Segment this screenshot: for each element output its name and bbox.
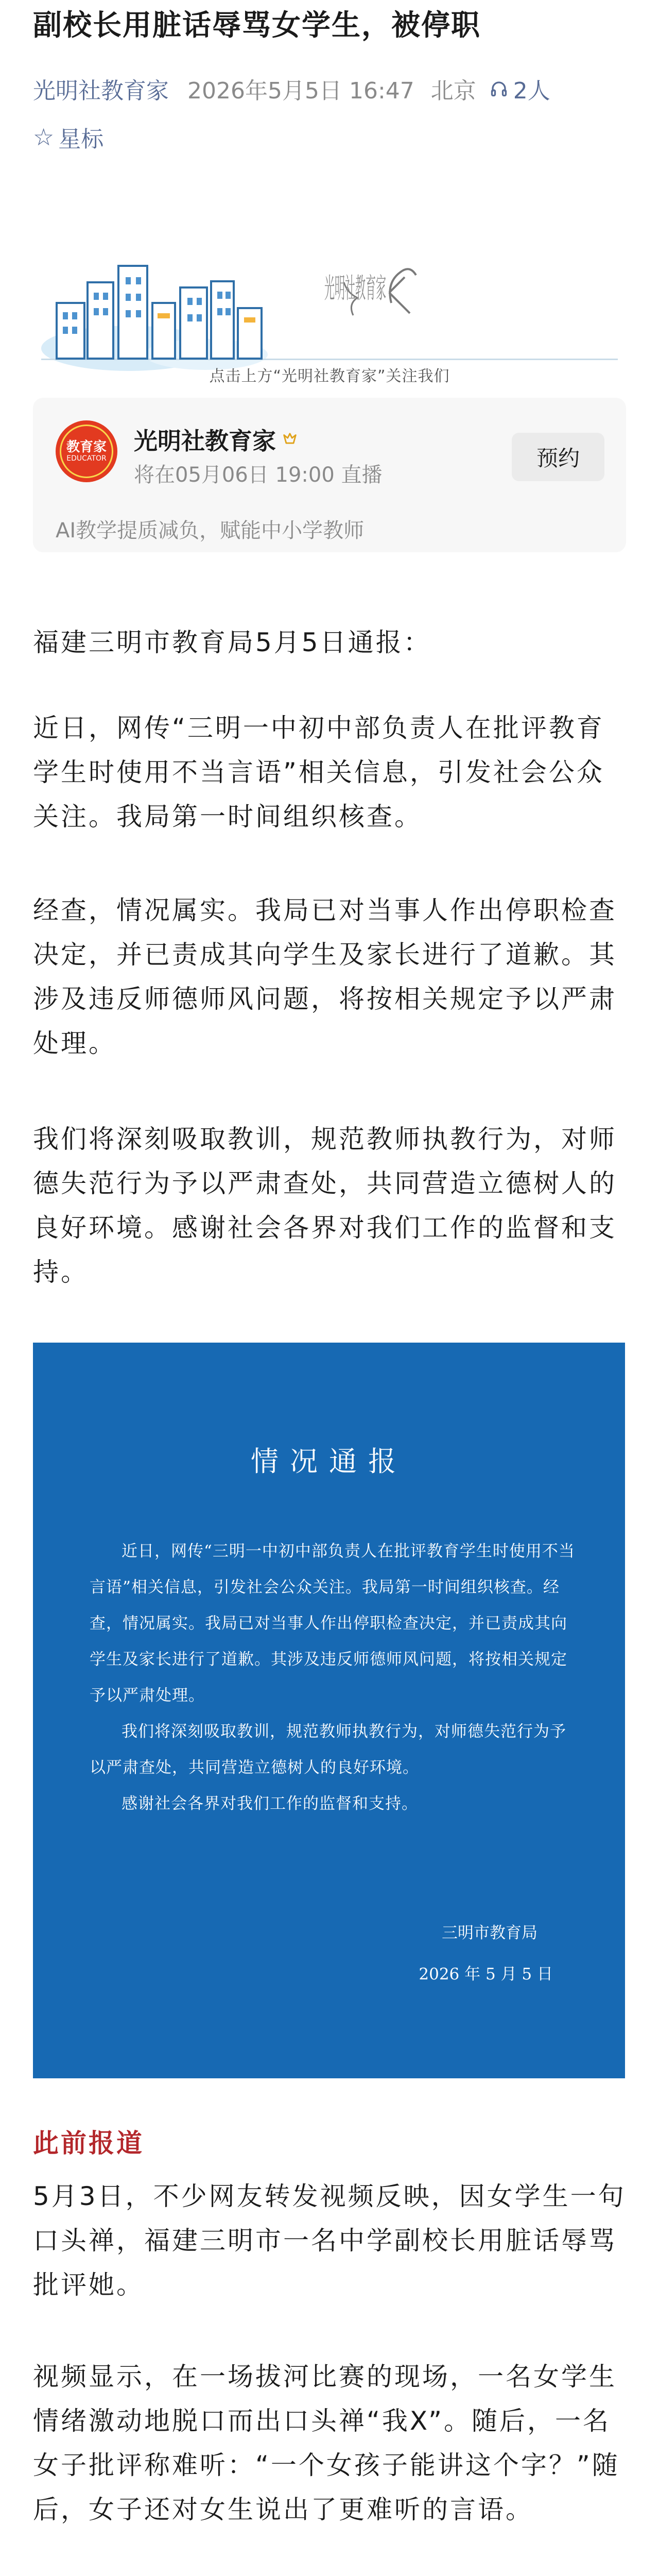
headphones-icon <box>490 79 508 98</box>
star-icon: ☆ <box>33 123 55 151</box>
article-title: 副校长用脏话辱骂女学生，被停职 <box>33 9 481 42</box>
account-link[interactable]: 光明社教育家 <box>33 78 169 104</box>
card-account-name <box>134 422 299 456</box>
account-avatar <box>56 420 117 482</box>
notice-date: 2026 年 5 月 5 日 <box>419 1965 553 1984</box>
paragraph-2: 近日，网传“三明一中初中部负责人在批评教育学生时使用不当言语”相关信息，引发社会公众关注。我局第一时间组织核查。 <box>33 713 604 832</box>
card-name-text: 光明社教育家 <box>134 427 276 455</box>
notice-body <box>90 1533 576 1822</box>
listener-count: 2人 <box>513 78 550 104</box>
avatar-subtext: EDUCATOR <box>66 454 107 463</box>
publish-datetime: 2026年5月5日 16:47 <box>187 78 414 104</box>
notice-signature: 三明市教育局 <box>442 1924 537 1942</box>
live-card[interactable] <box>33 398 626 552</box>
publish-location: 北京 <box>430 78 476 104</box>
notice-paragraph-3: 感谢社会各界对我们工作的监督和支持。 <box>122 1794 418 1813</box>
live-schedule: 将在05月06日 19:00 直播 <box>134 463 383 487</box>
account-description: AI教学提质减负，赋能中小学教师 <box>56 519 365 543</box>
notice-paragraph-1: 近日，网传“三明一中初中部负责人在批评教育学生时使用不当言语”相关信息，引发社会公众关注。我局第一时间组织核查。经查，情况属实。我局已对当事人作出停职检查决定，并已责成其向学生及家长进行了道歉。其涉及违反师德师风问题，将按相关规定予以严肃处理。 <box>90 1542 575 1705</box>
article-meta <box>33 73 550 104</box>
verified-badge-icon <box>281 431 299 448</box>
reserve-button[interactable]: 预约 <box>512 433 604 481</box>
section-heading: 此前报道 <box>33 2128 144 2158</box>
paragraph-6: 视频显示，在一场拔河比赛的现场，一名女学生情绪激动地脱口而出口头禅“我X”。随后，一名女子批评称难听：“一个女孩子能讲这个字？”随后，女子还对女生说出了更难听的言语。 <box>33 2362 620 2524</box>
notice-title: 情况通报 <box>251 1445 407 1478</box>
paragraph-3: 经查，情况属实。我局已对当事人作出停职检查决定，并已责成其向学生及家长进行了道歉。其涉及违反师德师风问题，将按相关规定予以严肃处理。 <box>33 895 617 1058</box>
star-button[interactable] <box>33 122 103 152</box>
banner-caption: 点击上方“光明社教育家”关注我们 <box>209 367 450 385</box>
banner-brand: 光明社教育家 <box>324 272 386 304</box>
listen-button[interactable] <box>490 72 550 105</box>
official-notice-image <box>33 1343 625 2078</box>
notice-paragraph-2: 我们将深刻吸取教训，规范教师执教行为，对师德失范行为予以严肃查处，共同营造立德树人的良好环境。 <box>90 1722 566 1777</box>
paragraph-intro: 福建三明市教育局5月5日通报： <box>33 628 431 657</box>
avatar-text: 教育家 <box>66 439 107 455</box>
star-label: 星标 <box>58 126 104 152</box>
paragraph-4: 我们将深刻吸取教训，规范教师执教行为，对师德失范行为予以严肃查处，共同营造立德树人的良好环境。感谢社会各界对我们工作的监督和支持。 <box>33 1124 617 1287</box>
paragraph-5: 5月3日，不少网友转发视频反映，因女学生一句口头禅，福建三明市一名中学副校长用脏话辱骂批评她。 <box>33 2181 626 2300</box>
